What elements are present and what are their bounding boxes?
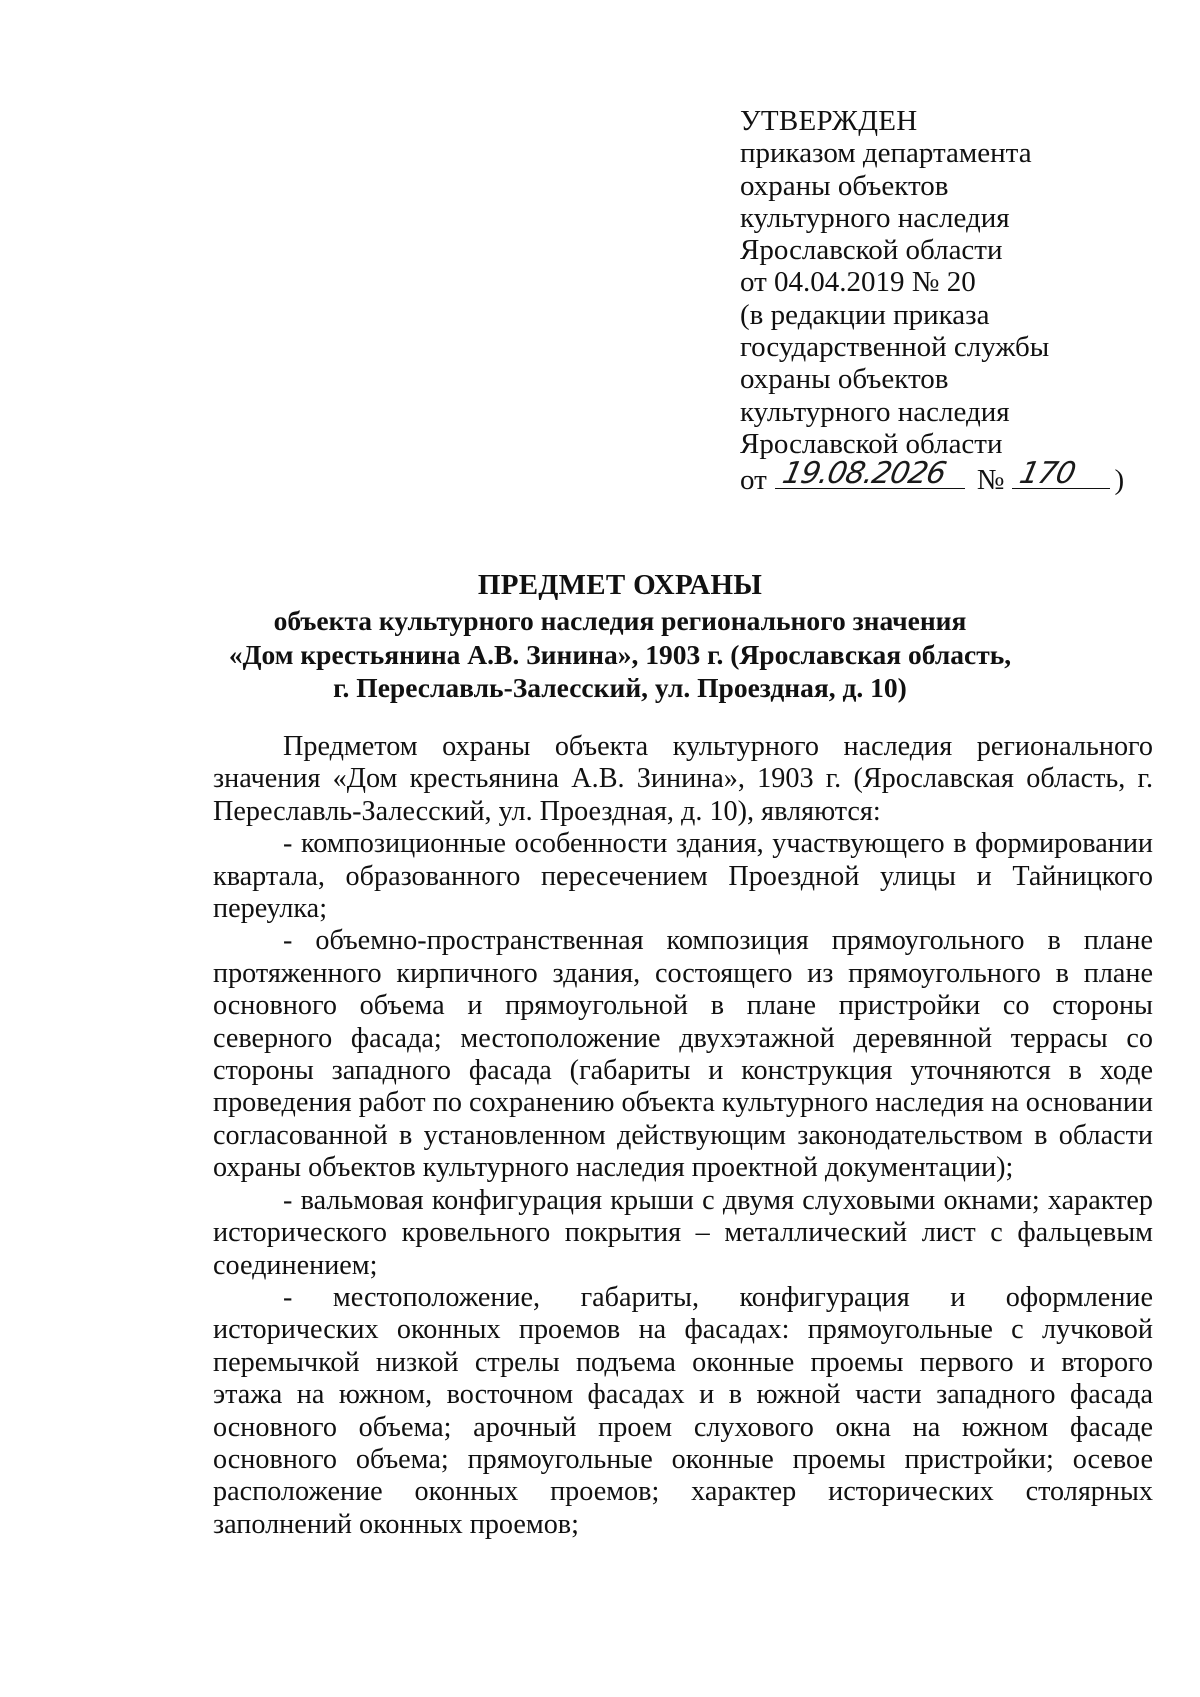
document-subtitle-line: г. Переславль-Залесский, ул. Проездная, д. 10) [333, 672, 907, 703]
approval-line: от 04.04.2019 № 20 [740, 266, 976, 299]
number-sign: № [976, 464, 1005, 497]
handwritten-date-field [775, 455, 965, 491]
body-paragraph: Предметом охраны объекта культурного наследия регионального значения «Дом крестьянина А.В. Зинина», 1903 г. (Ярославская область, г. Переславль-Залесский, ул. Проездная, д. 10), являются: [213, 731, 1153, 827]
approval-line: Ярославской области [740, 427, 1003, 460]
approval-line: государственной службы [740, 331, 1050, 364]
amendment-date-line [740, 455, 1160, 497]
approval-heading: УТВЕРЖДЕН [740, 105, 918, 137]
approval-stamp-block [740, 105, 1160, 497]
body-paragraph: - вальмовая конфигурация крыши с двумя слуховыми окнами; характер исторического кровельного покрытия – металлический лист с фальцевым соединением; [213, 1184, 1153, 1281]
approval-line: охраны объектов [740, 363, 949, 396]
approval-line: Ярославской области [740, 234, 1003, 267]
approval-line: культурного наследия [740, 395, 1010, 428]
handwritten-date: 19.08.2026 [779, 455, 949, 491]
approval-line: культурного наследия [740, 201, 1010, 234]
body-paragraph: - композиционные особенности здания, участвующего в формировании квартала, образованного пересечением Проездной улицы и Тайницкого переулка; [213, 828, 1153, 925]
document-subtitle-line: «Дом крестьянина А.В. Зинина», 1903 г. (Ярославская область, [228, 638, 1012, 670]
handwritten-number-field [1012, 455, 1110, 491]
document-title-block [130, 568, 1110, 705]
body-paragraph: - объемно-пространственная композиция прямоугольного в плане протяженного кирпичного здания, состоящего из прямоугольного в плане основного объема и прямоугольной в плане пристройки со стороны северного фасада; местоположение двухэтажной деревянной террасы со стороны западного фасада (габариты и конструкция уточняются в ходе проведения работ по сохранению объекта культурного наследия на основании согласованной в установленном действующим законодательством в области охраны объектов культурного наследия проектной документации); [213, 925, 1153, 1184]
approval-line: (в редакции приказа [740, 298, 990, 331]
closing-parenthesis: ) [1114, 464, 1125, 497]
document-subtitle-line: объекта культурного наследия регионального значения [273, 605, 967, 636]
body-paragraph: - местоположение, габариты, конфигурация и оформление исторических оконных проемов на фасадах: прямоугольные с лучковой перемычкой низкой стрелы подъема оконные проемы первого и второго этажа на южном, восточном фасадах и в южной части западного фасада основного объема; арочный проем слухового окна на южном фасаде основного объема; прямоугольные оконные проемы пристройки; осевое расположение оконных проемов; характер исторических столярных заполнений оконных проемов; [213, 1281, 1153, 1540]
document-body [213, 731, 1153, 1541]
approval-line: приказом департамента [740, 137, 1032, 170]
from-label: от [740, 464, 767, 497]
document-title: ПРЕДМЕТ ОХРАНЫ [477, 569, 763, 601]
handwritten-number: 170 [1016, 455, 1079, 491]
approval-line: охраны объектов [740, 169, 949, 202]
